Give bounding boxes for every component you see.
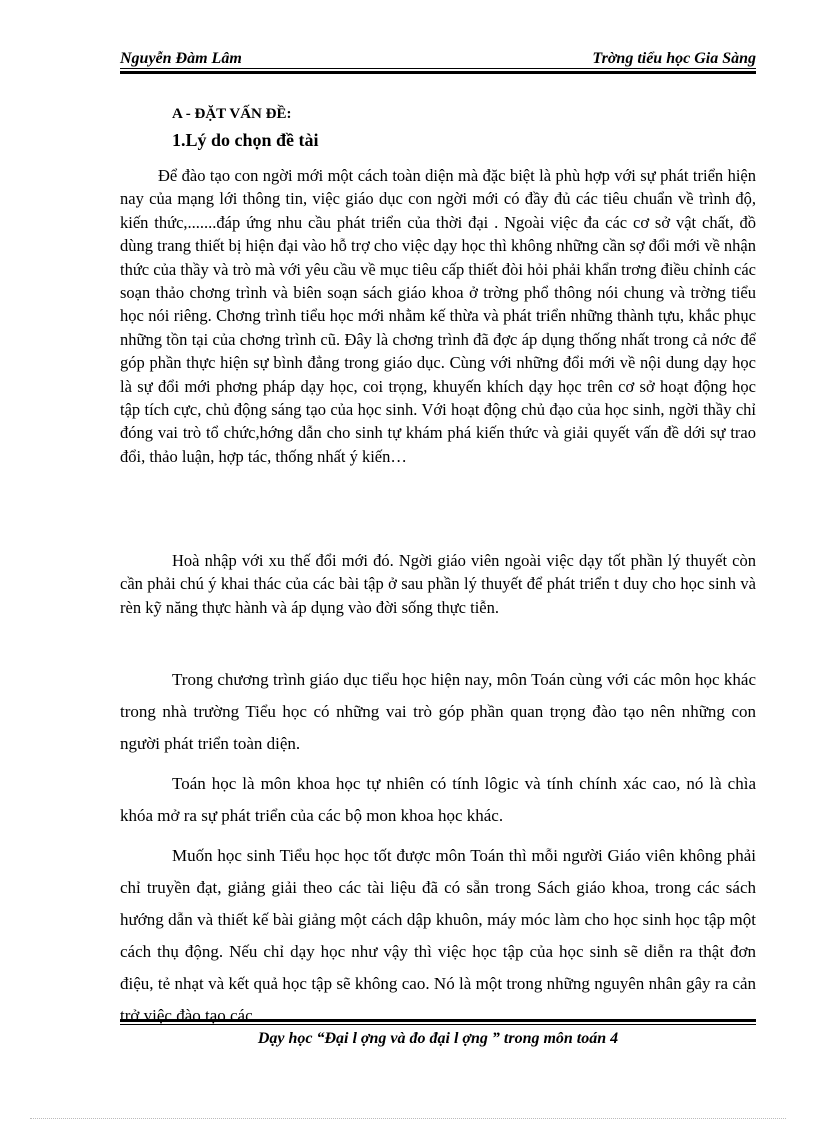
section-heading: A - ĐẶT VẤN ĐỀ: <box>172 106 292 122</box>
paragraph-1: Để đào tạo con ngời mới một cách toàn diện mà đặc biệt là phù hợp với sự phát triển hiện nay của mạng lới thông tin, việc giáo dục con ngời mới có đầy đủ các tiêu chuẩn về trình độ, kiến thức,.......đáp ứng nhu cầu phát triển của thời đại . Ngoài việc đa các cơ sở vật chất, đồ dùng trang thiết bị hiện đại vào hỗ trợ cho việc dạy học thì không những cần sợ đổi mới về nhận thức của thầy và trò mà với yêu cầu về mục tiêu cấp thiết đòi hỏi phải khẩn trơng điều chỉnh các soạn thảo chơng trình và biên soạn sách giáo khoa ở trờng phổ thông nói chung và trờng tiểu học nói riêng. Chơng trình tiểu học mới nhằm kế thừa và phát triển những thành tựu, khắc phục những tồn tại của chơng trình cũ. Đây là chơng trình đã đợc áp dụng thống nhất trong cả nớc để góp phần thực hiện sự bình đẳng trong giáo dục. Cùng với những đổi mới về nội dung dạy học là sự đổi mới phơng pháp dạy học, coi trọng, khuyến khích dạy học trên cơ sở hoạt động học tập tích cực, chủ động sáng tạo của học sinh. Với hoạt động chủ đạo của học sinh, ngời thầy chỉ đóng vai trò tổ chức,hớng dẫn cho sinh tự khám phá kiến thức và giải quyết vấn đề dới sự trao đổi, thảo luận, hợp tác, thống nhất ý kiến… <box>120 166 756 466</box>
page-footer: Dạy học “Đại l ợng và đo đại l ợng ” trong môn toán 4 <box>257 1030 619 1047</box>
footer-rule-thick <box>120 1019 756 1022</box>
header-school: Trờng tiểu học Gia Sàng <box>592 50 756 67</box>
paragraph-5: Muốn học sinh Tiểu học học tốt được môn Toán thì mỗi người Giáo viên không phải chỉ truyền đạt, giảng giải theo các tài liệu đã có sẵn trong Sách giáo khoa, trong các sách hướng dẫn và thiết kế bài giảng một cách dập khuôn, máy móc làm cho học sinh học tập một cách thụ động. Nếu chỉ dạy học như vậy thì việc học tập của học sinh sẽ diễn ra thật đơn điệu, tẻ nhạt và kết quả học tập sẽ không cao. Nó là một trong những nguyên nhân gây ra cản trở việc đào tạo các <box>120 846 756 1025</box>
paragraph-4: Toán học là môn khoa học tự nhiên có tính lôgic và tính chính xác cao, nó là chìa khóa mở ra sự phát triển của các bộ mon khoa học khác. <box>120 774 756 825</box>
subsection-heading: 1.Lý do chọn đề tài <box>172 130 319 150</box>
paragraph-3: Trong chương trình giáo dục tiểu học hiện nay, môn Toán cùng với các môn học khác trong nhà trường Tiểu học có những vai trò góp phần quan trọng đào tạo nên những con người phát triển toàn diện. <box>120 670 756 753</box>
footer-rule-thin <box>120 1024 756 1025</box>
page-edge-divider <box>30 1118 786 1119</box>
paragraph-2: Hoà nhập với xu thế đổi mới đó. Ngời giáo viên ngoài việc dạy tốt phần lý thuyết còn cần phải chú ý khai thác của các bài tập ở sau phần lý thuyết để phát triển t duy cho học sinh và rèn kỹ năng thực hành và áp dụng vào đời sống thực tiễn. <box>120 551 756 617</box>
page-header <box>120 48 756 70</box>
header-rule-thick <box>120 71 756 74</box>
header-rule-thin <box>120 68 756 69</box>
header-author: Nguyễn Đàm Lâm <box>120 50 242 67</box>
